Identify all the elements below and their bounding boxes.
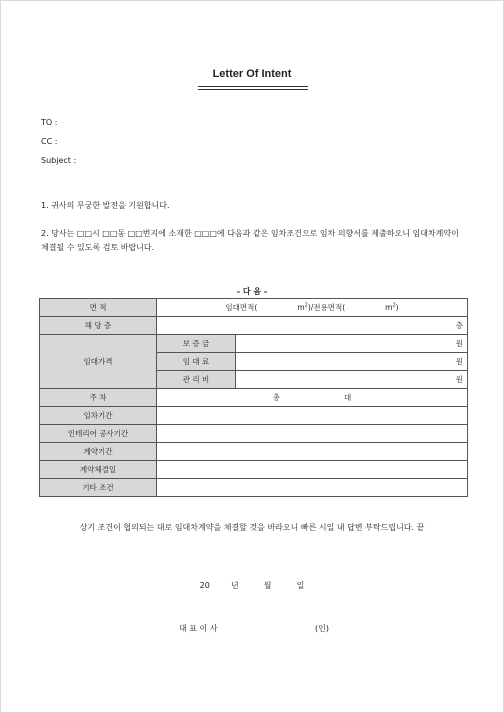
area-text-2: )/전용면적( xyxy=(307,303,346,312)
area-value xyxy=(157,299,468,317)
area-text-1: 임대면적( xyxy=(225,303,258,312)
rent-unit: 원 xyxy=(236,353,468,371)
table-row xyxy=(40,335,468,353)
signature-seal: (인) xyxy=(315,624,329,633)
contract-date-label: 계약체결일 xyxy=(40,461,157,479)
other-value xyxy=(157,479,468,497)
rent-label: 임 대 료 xyxy=(157,353,236,371)
mgmt-unit: 원 xyxy=(236,371,468,389)
document-title: Letter Of Intent xyxy=(212,68,292,80)
paragraph-1: 1. 귀사의 무궁한 발전을 기원합니다. xyxy=(41,201,170,210)
price-label: 임대가격 xyxy=(40,335,157,389)
table-row xyxy=(40,443,468,461)
date-year: 년 xyxy=(230,581,239,590)
table-row xyxy=(40,425,468,443)
area-sup-2: 2 xyxy=(392,302,396,309)
mgmt-label: 관 리 비 xyxy=(157,371,236,389)
area-unit-2: m xyxy=(385,303,393,312)
parking-total: 총 xyxy=(272,393,280,402)
date-line xyxy=(1,580,503,591)
lease-period-label: 임차기간 xyxy=(40,407,157,425)
area-unit-1: m xyxy=(297,303,305,312)
parking-label: 주 차 xyxy=(40,389,157,407)
title-underline-double xyxy=(198,89,308,90)
date-year-prefix: 20 xyxy=(199,581,210,590)
parking-value xyxy=(157,389,468,407)
parking-unit: 대 xyxy=(344,393,352,402)
interior-label: 인테리어 공사기간 xyxy=(40,425,157,443)
subject-line: Subject : xyxy=(41,156,77,165)
contract-date-value xyxy=(157,461,468,479)
area-sup-1: 2 xyxy=(304,302,308,309)
deposit-unit: 원 xyxy=(236,335,468,353)
area-end: ) xyxy=(395,303,399,312)
to-line: TO : xyxy=(41,118,58,127)
other-label: 기타 조건 xyxy=(40,479,157,497)
table-row xyxy=(40,299,468,317)
table-row xyxy=(40,389,468,407)
date-day: 일 xyxy=(296,581,305,590)
cc-line: CC : xyxy=(41,137,58,146)
title-underline xyxy=(198,86,308,87)
contract-period-label: 계약기간 xyxy=(40,443,157,461)
notice-heading: - 다 음 - xyxy=(236,287,268,296)
table-row xyxy=(40,461,468,479)
deposit-label: 보 증 금 xyxy=(157,335,236,353)
table-row xyxy=(40,317,468,335)
table-row xyxy=(40,479,468,497)
contract-period-value xyxy=(157,443,468,461)
interior-value xyxy=(157,425,468,443)
floor-unit: 층 xyxy=(157,317,468,335)
floor-label: 해 당 층 xyxy=(40,317,157,335)
table-row xyxy=(40,407,468,425)
lease-period-value xyxy=(157,407,468,425)
date-month: 월 xyxy=(263,581,272,590)
closing-text: 상기 조건이 협의되는 대로 임대차계약을 체결할 것을 바라오니 빠른 시일 내 답변 부탁드립니다. 끝 xyxy=(79,523,425,532)
paragraph-2: 2. 당사는 □□시 □□동 □□번지에 소재한 □□□에 다음과 같은 임차조건으로 임차 의향서를 제출하오니 임대차계약이 체결될 수 있도록 검토 바랍니다. xyxy=(41,229,459,252)
area-label: 면 적 xyxy=(40,299,157,317)
lease-terms-table xyxy=(39,298,468,497)
signature-title: 대 표 이 사 xyxy=(179,624,218,633)
